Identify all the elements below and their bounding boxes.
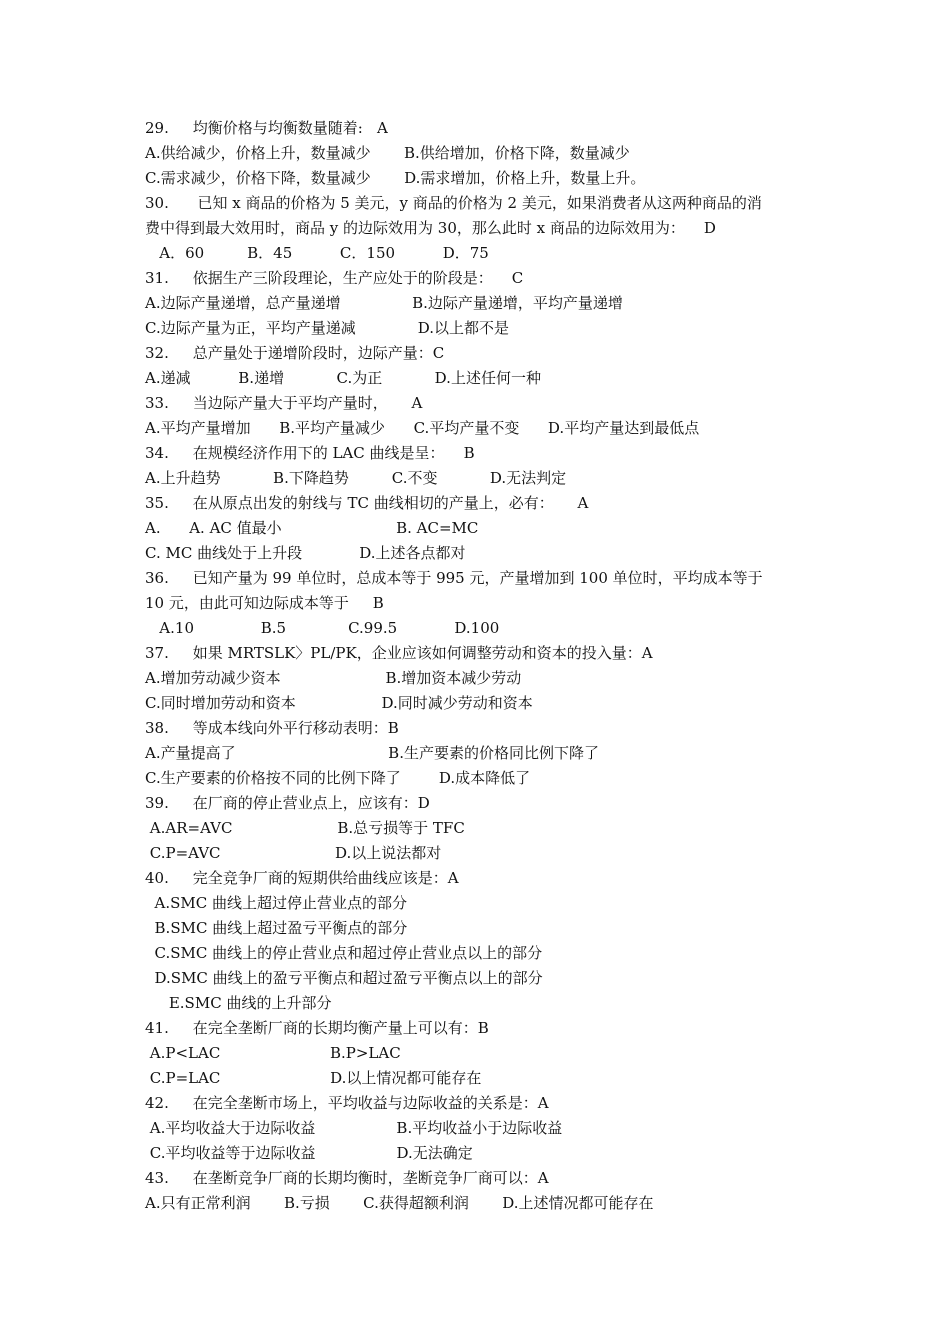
options-line (145, 518, 478, 538)
options-text: A.产量提高了 B.生产要素的价格同比例下降了 (145, 744, 599, 762)
question-32 (145, 343, 444, 363)
options-text: C.平均收益等于边际收益 D.无法确定 (145, 1144, 473, 1162)
question-continuation (145, 218, 716, 238)
question-34 (145, 443, 475, 463)
options-text: C. MC 曲线处于上升段 D.上述各点都对 (145, 544, 466, 562)
question-text: 33. 当边际产量大于平均产量时， A (145, 394, 423, 412)
question-text: 31. 依据生产三阶段理论，生产应处于的阶段是： C (145, 269, 524, 287)
question-text: 费中得到最大效用时，商品 y 的边际效用为 30，那么此时 x 商品的边际效用为： D (145, 219, 716, 237)
question-text: 38. 等成本线向外平行移动表明：B (145, 719, 399, 737)
question-text: 10 元，由此可知边际成本等于 B (145, 594, 384, 612)
options-line (145, 418, 699, 438)
question-43 (145, 1168, 549, 1188)
options-line (145, 668, 521, 688)
options-text: D.SMC 曲线上的盈亏平衡点和超过盈亏平衡点以上的部分 (145, 969, 543, 987)
question-38 (145, 718, 399, 738)
options-line (145, 768, 530, 788)
question-text: 40. 完全竞争厂商的短期供给曲线应该是：A (145, 869, 459, 887)
options-line (145, 818, 465, 838)
options-line (145, 368, 541, 388)
options-line (145, 893, 407, 913)
question-text: 36. 已知产量为 99 单位时，总成本等于 995 元，产量增加到 100 单位时，平均成本等于 (145, 569, 763, 587)
options-text: A.增加劳动减少资本 B.增加资本减少劳动 (145, 669, 522, 687)
options-text: A.AR=AVC B.总亏损等于 TFC (145, 819, 465, 837)
options-text: A．60 B．45 C．150 D．75 (145, 244, 489, 262)
options-line (145, 1193, 654, 1213)
options-line (145, 1043, 401, 1063)
question-text: 37. 如果 MRTSLK〉PL/PK，企业应该如何调整劳动和资本的投入量：A (145, 644, 653, 662)
options-line (145, 943, 542, 963)
question-35 (145, 493, 588, 513)
question-42 (145, 1093, 549, 1113)
options-text: A.边际产量递增，总产量递增 B.边际产量递增，平均产量递增 (145, 294, 623, 312)
options-line (145, 1118, 562, 1138)
options-line (145, 918, 407, 938)
question-36 (145, 568, 763, 588)
question-text: 34. 在规模经济作用下的 LAC 曲线是呈： B (145, 444, 475, 462)
options-text: C.SMC 曲线上的停止营业点和超过停止营业点以上的部分 (145, 944, 543, 962)
options-text: A.10 B.5 C.99.5 D.100 (145, 619, 500, 637)
options-text: C.需求减少，价格下降，数量减少 D.需求增加，价格上升，数量上升。 (145, 169, 646, 187)
question-30 (145, 193, 762, 213)
options-line (145, 993, 331, 1013)
options-line (145, 318, 509, 338)
options-line (145, 468, 566, 488)
options-text: C.生产要素的价格按不同的比例下降了 D.成本降低了 (145, 769, 531, 787)
options-text: C.P=LAC D.以上情况都可能存在 (145, 1069, 482, 1087)
options-line (145, 1068, 481, 1088)
question-continuation (145, 593, 384, 613)
options-text: C.边际产量为正，平均产量递减 D.以上都不是 (145, 319, 509, 337)
question-41 (145, 1018, 489, 1038)
question-text: 43. 在垄断竞争厂商的长期均衡时，垄断竞争厂商可以：A (145, 1169, 549, 1187)
options-text: A.上升趋势 B.下降趋势 C.不变 D.无法判定 (145, 469, 567, 487)
question-39 (145, 793, 430, 813)
options-text: E.SMC 曲线的上升部分 (145, 994, 332, 1012)
options-text: B.SMC 曲线上超过盈亏平衡点的部分 (145, 919, 408, 937)
options-text: C.同时增加劳动和资本 D.同时减少劳动和资本 (145, 694, 533, 712)
options-text: A.递减 B.递增 C.为正 D.上述任何一种 (145, 369, 541, 387)
options-line (145, 618, 499, 638)
question-31 (145, 268, 523, 288)
options-text: A.只有正常利润 B.亏损 C.获得超额利润 D.上述情况都可能存在 (145, 1194, 654, 1212)
question-40 (145, 868, 459, 888)
options-line (145, 168, 645, 188)
options-text: A.SMC 曲线上超过停止营业点的部分 (145, 894, 408, 912)
options-text: A.P<LAC B.P>LAC (145, 1044, 401, 1062)
question-text: 42. 在完全垄断市场上，平均收益与边际收益的关系是：A (145, 1094, 549, 1112)
question-text: 32. 总产量处于递增阶段时，边际产量：C (145, 344, 445, 362)
options-line (145, 693, 533, 713)
question-text: 35. 在从原点出发的射线与 TC 曲线相切的产量上，必有： A (145, 494, 589, 512)
options-text: A. A. AC 值最小 B. AC=MC (145, 519, 479, 537)
options-line (145, 243, 489, 263)
question-text: 29. 均衡价格与均衡数量随着: A (145, 119, 388, 137)
options-line (145, 968, 543, 988)
options-line (145, 143, 630, 163)
question-text: 30. 已知 x 商品的价格为 5 美元，y 商品的价格为 2 美元，如果消费者从这两种商品的消 (145, 194, 762, 212)
options-text: A.平均收益大于边际收益 B.平均收益小于边际收益 (145, 1119, 563, 1137)
options-text: C.P=AVC D.以上说法都对 (145, 844, 442, 862)
options-text: A.供给减少，价格上升，数量减少 B.供给增加，价格下降，数量减少 (145, 144, 630, 162)
options-text: A.平均产量增加 B.平均产量减少 C.平均产量不变 D.平均产量达到最低点 (145, 419, 700, 437)
options-line (145, 743, 599, 763)
question-text: 39. 在厂商的停止营业点上，应该有：D (145, 794, 430, 812)
question-29 (145, 118, 388, 138)
options-line (145, 843, 441, 863)
question-text: 41. 在完全垄断厂商的长期均衡产量上可以有：B (145, 1019, 489, 1037)
question-33 (145, 393, 422, 413)
question-37 (145, 643, 653, 663)
options-line (145, 543, 466, 563)
options-line (145, 1143, 473, 1163)
options-line (145, 293, 623, 313)
